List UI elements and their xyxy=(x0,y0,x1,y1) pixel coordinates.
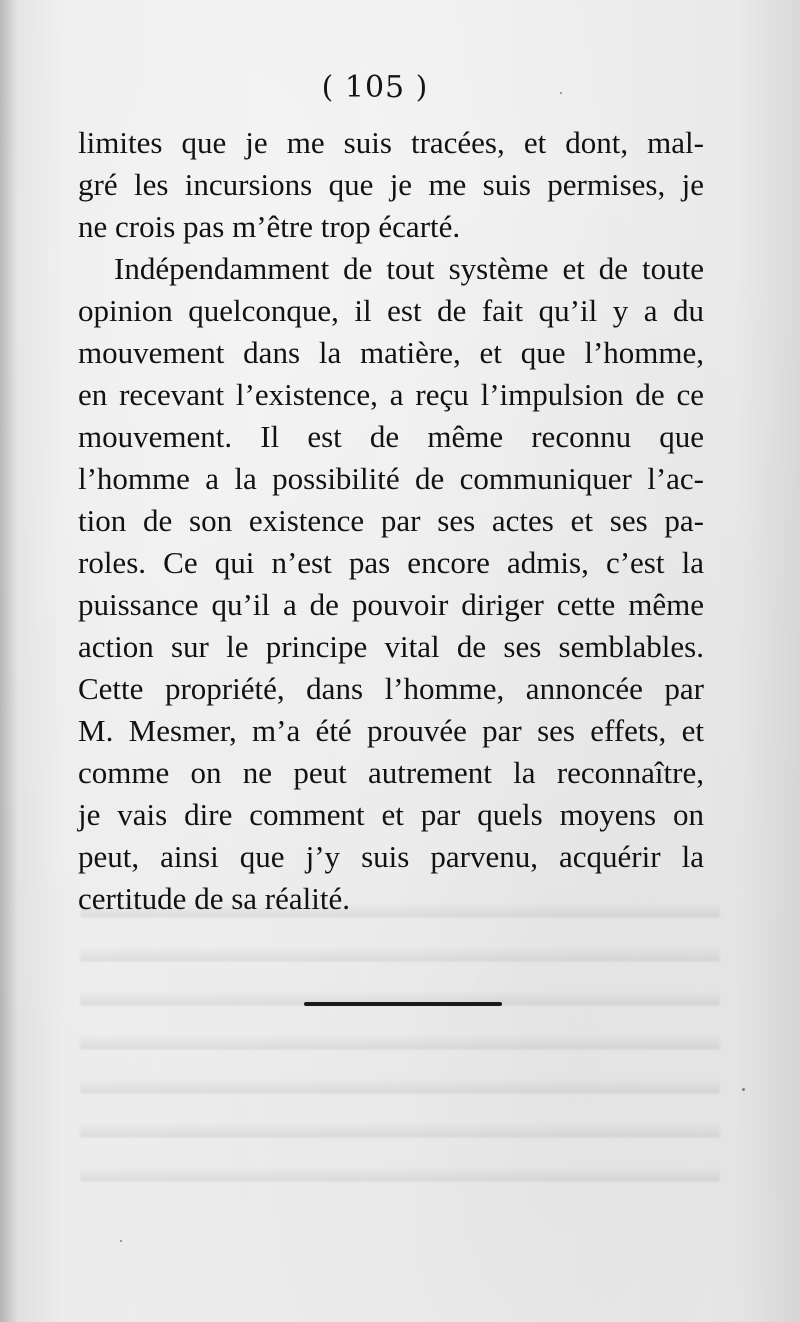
text-line: je vais dire comment et par quels moyens on xyxy=(78,797,704,832)
text-line: tion de son existence par ses actes et ses pa- xyxy=(78,503,704,538)
page-number: ( 105 ) xyxy=(321,70,429,105)
body-text xyxy=(78,122,704,920)
text-line: Cette propriété, dans l’homme, annoncée par xyxy=(78,671,704,706)
text-line: ne crois pas m’être trop écarté. xyxy=(78,209,461,244)
text-line: gré les incursions que je me suis permises, je xyxy=(78,167,704,202)
show-through-text xyxy=(80,880,720,1210)
text-line: puissance qu’il a de pouvoir diriger cette même xyxy=(78,587,704,622)
ink-speck xyxy=(742,1088,745,1091)
text-line: action sur le principe vital de ses semblables. xyxy=(78,629,704,664)
text-line: comme on ne peut autrement la reconnaître, xyxy=(78,755,704,790)
section-divider xyxy=(304,1002,502,1006)
text-line: en recevant l’existence, a reçu l’impulsion de ce xyxy=(78,377,704,412)
text-line: peut, ainsi que j’y suis parvenu, acquérir la xyxy=(78,839,704,874)
text-line: mouvement dans la matière, et que l’homme, xyxy=(78,335,704,370)
text-line: l’homme a la possibilité de communiquer l’ac- xyxy=(78,461,704,496)
ink-speck xyxy=(560,92,562,94)
text-line: roles. Ce qui n’est pas encore admis, c’est la xyxy=(78,545,704,580)
text-line: M. Mesmer, m’a été prouvée par ses effets, et xyxy=(78,713,704,748)
paragraph-first-line: Indépendamment de tout système et de toute xyxy=(114,251,704,286)
text-line: opinion quelconque, il est de fait qu’il y a du xyxy=(78,293,704,328)
text-line: limites que je me suis tracées, et dont, mal- xyxy=(78,125,704,160)
gutter-shadow xyxy=(0,0,18,1322)
text-line: certitude de sa réalité. xyxy=(78,881,350,916)
text-line: mouvement. Il est de même reconnu que xyxy=(78,419,704,454)
ink-speck xyxy=(120,1240,122,1242)
